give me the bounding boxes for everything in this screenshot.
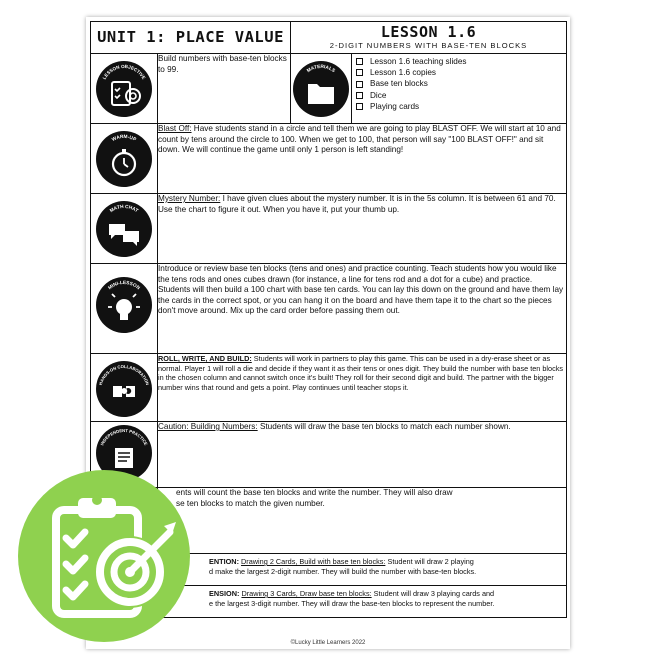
warmup-title: Blast Off: xyxy=(158,124,192,133)
minilesson-text: Introduce or review base ten blocks (tens and ones) and practice counting. Teach students how you would like the tens rods and ones cubes drawn (for instance, a line for tens rod and a dot for a cube) and practice. Students will then build a 100 chart with base ten cards. You can lay this down on the ground and have them lay the cards in the correct spot, or you can hang it on the board and have them tape it to the chart so the pieces don't move around. Mix up the card order before passing them out. xyxy=(158,264,567,354)
materials-item-label: Lesson 1.6 copies xyxy=(370,68,436,78)
materials-list xyxy=(352,54,566,114)
lesson-objective-icon xyxy=(95,60,153,118)
checkbox-icon xyxy=(356,69,363,76)
independent-title: Caution: Building Numbers: xyxy=(158,422,258,431)
stopwatch-icon xyxy=(95,130,153,188)
lesson-plan-target-icon xyxy=(18,470,190,642)
collab-icon-cell xyxy=(91,354,158,422)
independent-body: Students will draw the base ten blocks to match each number shown. xyxy=(257,422,511,431)
exit-text xyxy=(158,488,567,554)
minilesson-row xyxy=(91,264,567,354)
materials-list-cell xyxy=(352,54,567,124)
materials-item xyxy=(356,78,562,89)
lightbulb-icon xyxy=(95,276,153,334)
lesson-title: LESSON 1.6 xyxy=(380,23,477,41)
checkbox-icon xyxy=(356,58,363,65)
materials-item xyxy=(356,90,562,101)
svg-text:MINI-LESSON: MINI-LESSON xyxy=(107,280,141,292)
lesson-header xyxy=(291,22,567,54)
extension-body-2: e the largest 3-digit number. They will draw the base-ten blocks to represent the number. xyxy=(209,598,495,608)
svg-text:MATERIALS: MATERIALS xyxy=(306,64,336,75)
warmup-row xyxy=(91,124,567,194)
materials-item xyxy=(356,67,562,78)
svg-text:MATH CHAT: MATH CHAT xyxy=(109,204,139,215)
intervention-title: Drawing 2 Cards, Build with base ten blocks: xyxy=(241,557,386,566)
checkbox-icon xyxy=(356,103,363,110)
materials-item-label: Base ten blocks xyxy=(370,79,428,89)
minilesson-icon-cell xyxy=(91,264,158,354)
materials-item xyxy=(356,56,562,67)
svg-text:INDEPENDENT PRACTICE: INDEPENDENT PRACTICE xyxy=(99,427,149,447)
materials-item xyxy=(356,101,562,112)
extension-body-1: Student will draw 3 playing cards and xyxy=(371,589,495,598)
lesson-subtitle: 2-DIGIT NUMBERS WITH BASE-TEN BLOCKS xyxy=(329,41,528,50)
materials-item-label: Lesson 1.6 teaching slides xyxy=(370,57,467,66)
exit-line-2: se ten blocks to match the given number. xyxy=(176,498,325,508)
svg-text:WARM-UP: WARM-UP xyxy=(111,134,137,143)
unit-title: UNIT 1: PLACE VALUE xyxy=(91,22,291,54)
materials-icon-cell xyxy=(291,54,352,124)
materials-item-label: Playing cards xyxy=(370,101,420,111)
header-row xyxy=(91,22,567,54)
warmup-text xyxy=(158,124,567,194)
intervention-label: ENTION: xyxy=(209,557,239,566)
extension-title: Drawing 3 Cards, Draw base ten blocks: xyxy=(241,589,372,598)
warmup-body: Have students stand in a circle and tell them we are going to play BLAST OFF. We will start at 10 and count by tens around the circle to 100. When we get to 100, that person will say "100 BLAST OFF!" and sit down. We will continue the game until only 1 person is left standing! xyxy=(158,124,561,155)
svg-text:HANDS-ON COLLABORATION: HANDS-ON COLLABORATION xyxy=(97,363,151,386)
objective-row xyxy=(91,54,567,124)
collab-body: Students will work in partners to play this game. This can be used in a dry-erase sheet or as normal. Player 1 will roll a die and decide if they want it as their tens or ones digit. They build the number with base ten blocks in the chosen column and cannot switch once it's built! They roll for their second digit and build. The partner with the bigger number wins that round and gets a point. Play continues until teacher stops it. xyxy=(158,354,564,392)
mathchat-title: Mystery Number: xyxy=(158,194,221,203)
independent-text xyxy=(158,422,567,488)
collab-text xyxy=(158,354,567,422)
intervention-body-1: Student will draw 2 playing xyxy=(385,557,474,566)
collab-title: ROLL, WRITE, AND BUILD: xyxy=(158,354,252,363)
objective-text: Build numbers with base-ten blocks to 99. xyxy=(158,54,291,124)
checkbox-icon xyxy=(356,81,363,88)
mathchat-row xyxy=(91,194,567,264)
collab-row xyxy=(91,354,567,422)
chat-bubbles-icon xyxy=(95,200,153,258)
materials-folder-icon xyxy=(292,60,350,118)
extension-label: ENSION: xyxy=(209,589,240,598)
svg-text:LESSON OBJECTIVE: LESSON OBJECTIVE xyxy=(101,63,147,81)
warmup-icon-cell xyxy=(91,124,158,194)
intervention-body-2: d make the largest 2-digit number. They will build the number with base-ten blocks. xyxy=(209,566,477,576)
checkbox-icon xyxy=(356,92,363,99)
mathchat-text xyxy=(158,194,567,264)
puzzle-hands-icon xyxy=(95,360,153,418)
mathchat-body: I have given clues about the mystery number. It is in the 5s column. It is between 61 and 70. Use the chart to figure it out. When you have it, put your thumb up. xyxy=(158,194,556,214)
mathchat-icon-cell xyxy=(91,194,158,264)
exit-line-1: ents will count the base ten blocks and write the number. They will also draw xyxy=(176,488,453,497)
objective-icon-cell xyxy=(91,54,158,124)
materials-item-label: Dice xyxy=(370,90,387,100)
footer-copyright: ©Lucky Little Learners 2022 xyxy=(290,640,366,646)
